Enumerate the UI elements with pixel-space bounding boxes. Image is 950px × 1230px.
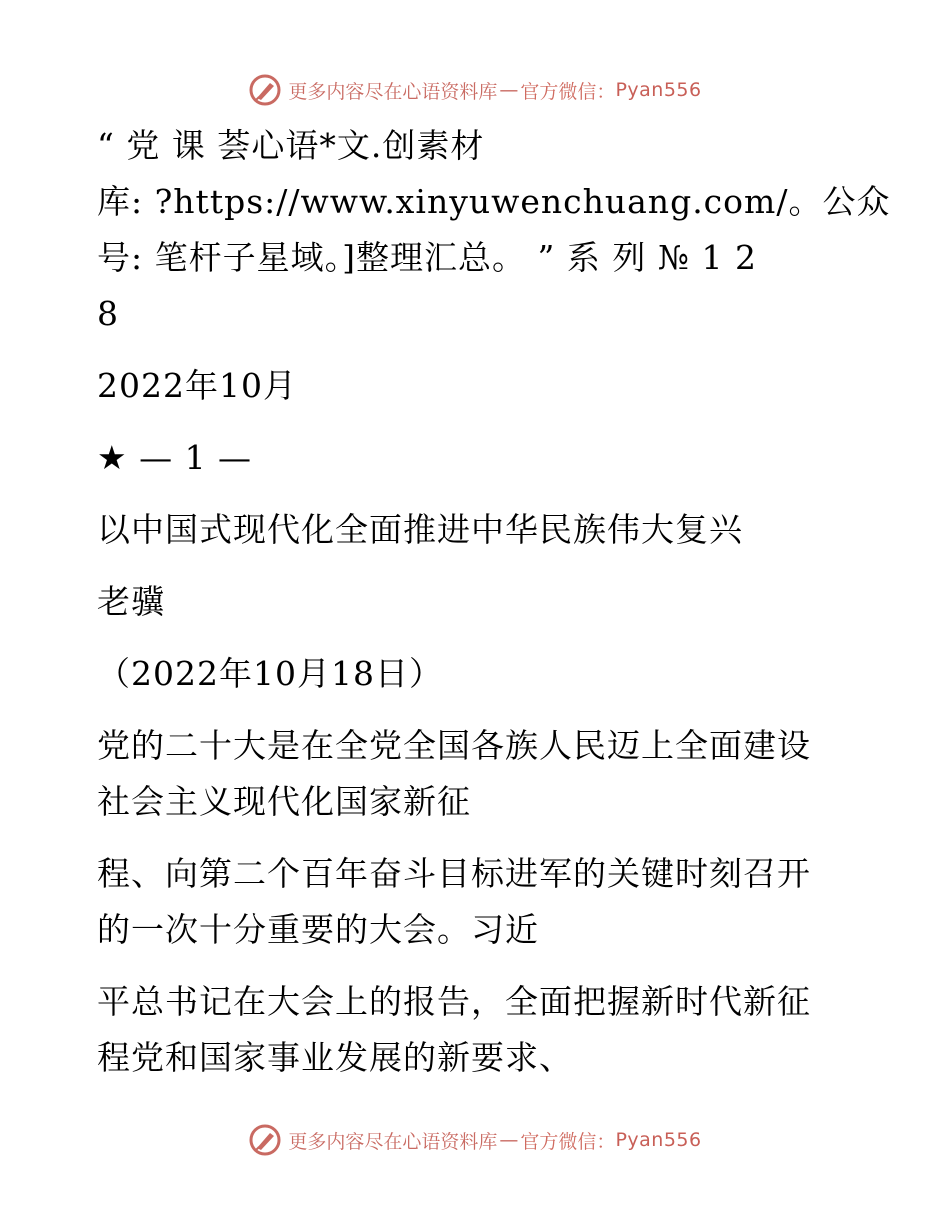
paragraph-line: 平总书记在大会上的报告，全面把握新时代新征 xyxy=(97,982,811,1021)
watermark-banner-bottom xyxy=(0,1120,950,1160)
banner-label: 官方微信： xyxy=(520,1130,616,1153)
text-line: 8 xyxy=(97,294,119,333)
banner-text: 更多内容尽在心语资料库 xyxy=(288,1130,498,1153)
date-line: 2022年10月 xyxy=(97,366,297,405)
paragraph-line: 党的二十大是在全党全国各族人民迈上全面建设 xyxy=(97,726,811,765)
paragraph-line: 程、向第二个百年奋斗目标进军的关键时刻召开 xyxy=(97,854,811,893)
section-marker: ★ — 1 — xyxy=(97,438,253,477)
pen-feather-logo-icon xyxy=(248,1123,282,1157)
banner-text: 更多内容尽在心语资料库 xyxy=(288,80,498,103)
article-date: （2022年10月18日） xyxy=(97,654,443,693)
banner-label: 官方微信： xyxy=(520,80,616,103)
banner-separator: — xyxy=(499,79,519,101)
document-body xyxy=(97,118,891,1086)
banner-wechat-id: Pyan556 xyxy=(615,1129,702,1151)
paragraph-line: 社会主义现代化国家新征 xyxy=(97,782,471,821)
paragraph-line: 的一次十分重要的大会。习近 xyxy=(97,910,539,949)
banner-separator: — xyxy=(499,1129,519,1151)
article-title: 以中国式现代化全面推进中华民族伟大复兴 xyxy=(97,510,743,549)
text-line: “ 党 课 荟心语*文.创素材 xyxy=(97,126,485,165)
text-line: 号: 笔杆子星域。]整理汇总。 ” 系 列 № 1 2 xyxy=(97,238,758,277)
pen-feather-logo-icon xyxy=(248,73,282,107)
author: 老骥 xyxy=(97,582,165,621)
text-line: 库: ?https://www.xinyuwenchuang.com/。公众 xyxy=(97,182,891,221)
banner-wechat-id: Pyan556 xyxy=(615,79,702,101)
paragraph-line: 程党和国家事业发展的新要求、 xyxy=(97,1038,573,1077)
watermark-banner-top xyxy=(0,70,950,110)
